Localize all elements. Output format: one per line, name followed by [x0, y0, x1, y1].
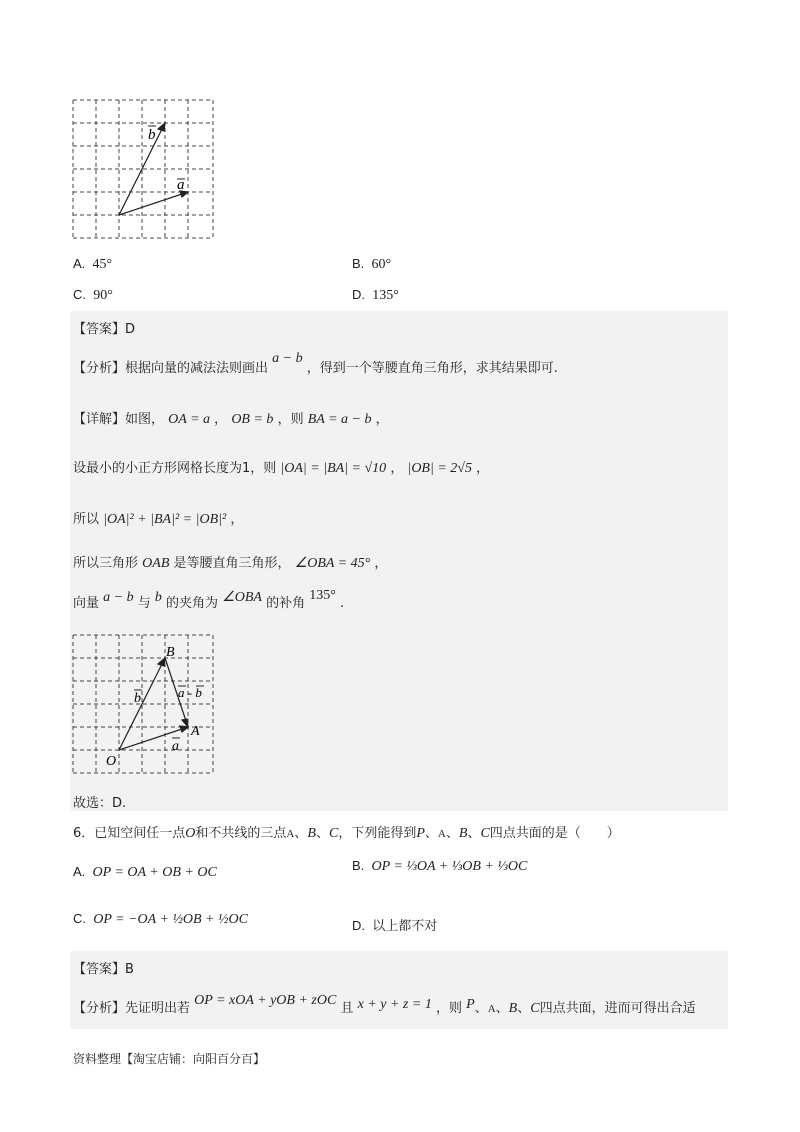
vector-grid-figure-1 — [72, 99, 216, 241]
label-b: b — [148, 127, 156, 143]
solution-5-panel — [70, 311, 728, 811]
arrowhead-oa — [180, 726, 188, 732]
answer-5: 【答案】D — [73, 322, 136, 337]
q5-option-c[interactable]: C. 90° — [73, 287, 113, 303]
analysis-6: 【分析】先证明出若 OP = xOA + yOB + zOC 且 x + y + z = 1 ，则 P、A、B、C四点共面，进而可得出合适 — [73, 993, 696, 1016]
analysis-5: 【分析】根据向量的减法法则画出 a − b ，得到一个等腰直角三角形，求其结果即可. — [73, 351, 558, 376]
q6-option-d[interactable]: D. 以上都不对 — [352, 918, 438, 933]
point-label-b: B — [166, 645, 175, 660]
detail-5-line5: 所以三角形 OAB 是等腰直角三角形， ∠OBA = 45° ， — [73, 556, 388, 571]
q5-option-d[interactable]: D. 135° — [352, 287, 399, 303]
q5-option-b[interactable]: B. 60° — [352, 256, 392, 272]
detail-5-line3: 设最小的小正方形网格长度为1，则 |OA| = |BA| = √10 ， |OB| = 2√5 ， — [73, 461, 490, 476]
arrowhead-b — [158, 123, 165, 131]
label-vec-b: b — [134, 691, 141, 706]
q5-option-a[interactable]: A. 45° — [73, 256, 113, 272]
conclusion-5: 故选：D. — [73, 796, 127, 811]
detail-5-line6: 向量 a − b 与 b 的夹角为 ∠OBA 的补角 135° . — [73, 588, 345, 611]
label-a: a — [177, 177, 185, 193]
q6-option-a[interactable]: A. OP = OA + OB + OC — [73, 864, 217, 880]
detail-5-line4: 所以 |OA|² + |BA|² = |OB|² ， — [73, 512, 244, 527]
vector-grid-figure-2 — [72, 634, 216, 776]
question-6-stem: 6．已知空间任一点O和不共线的三点A、B、C，下列能得到P、A、B、C四点共面的是（ ） — [73, 826, 620, 841]
arrowhead-ob — [158, 658, 165, 666]
q6-option-c[interactable]: C. OP = −OA + ½OB + ½OC — [73, 911, 248, 927]
point-label-o: O — [106, 754, 117, 769]
q6-option-b[interactable]: B. OP = ⅓OA + ⅓OB + ⅓OC — [352, 858, 528, 874]
answer-6: 【答案】B — [73, 962, 134, 977]
footer-source: 资料整理【淘宝店铺：向阳百分百】 — [73, 1052, 266, 1066]
label-vec-a: a — [172, 739, 179, 754]
solution-6-panel — [70, 951, 728, 1029]
detail-5: 【详解】如图， OA = a ， OB = b ，则 BA = a − b ， — [73, 412, 389, 427]
point-label-a: A — [191, 724, 200, 739]
label-vec-a-minus-b: a - b — [178, 685, 202, 700]
